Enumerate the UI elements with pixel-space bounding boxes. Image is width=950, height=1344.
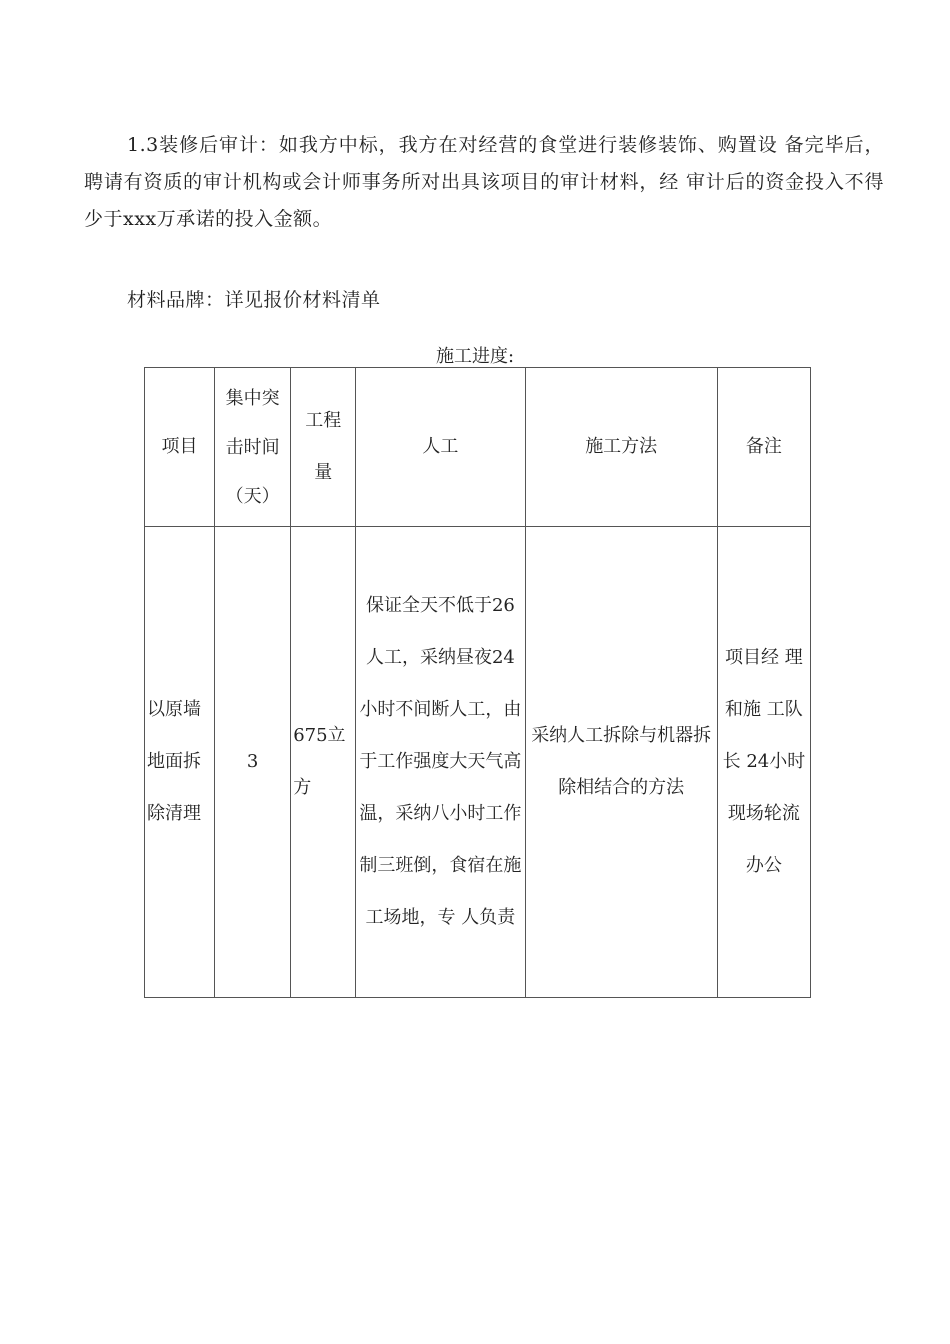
header-labor: 人工: [356, 368, 525, 527]
cell-time: 3: [215, 527, 291, 998]
header-quantity: 工程量: [291, 368, 356, 527]
header-item: 项目: [145, 368, 215, 527]
table-header-row: [145, 368, 811, 527]
cell-method: 采纳人工拆除与机器拆除相结合的方法: [525, 527, 717, 998]
cell-quantity: 675立方: [291, 527, 356, 998]
cell-item: 以原墙地面拆除清理: [145, 527, 215, 998]
header-time: 集中突击时间（天）: [215, 368, 291, 527]
audit-paragraph: 1.3装修后审计：如我方中标，我方在对经营的食堂进行装修装饰、购置设 备完毕后，聘请有资质的审计机构或会计师事务所对出具该项目的审计材料，经 审计后的资金投入不得少于xxx万承诺的投入金额。: [84, 134, 884, 230]
header-method: 施工方法: [525, 368, 717, 527]
cell-note: 项目经 理和施 工队长 24小时 现场轮流办公: [717, 527, 810, 998]
header-note: 备注: [717, 368, 810, 527]
table-caption: 施工进度:: [435, 346, 515, 367]
cell-labor: 保证全天不低于26人工，采纳昼夜24小时不间断人工，由于工作强度大天气高温，采纳八小时工作制三班倒，食宿在施工场地，专 人负责: [356, 527, 525, 998]
material-brand-paragraph: 材料品牌：详见报价材料清单: [127, 289, 381, 311]
table-row: [145, 527, 811, 998]
construction-progress-table: [144, 367, 811, 998]
